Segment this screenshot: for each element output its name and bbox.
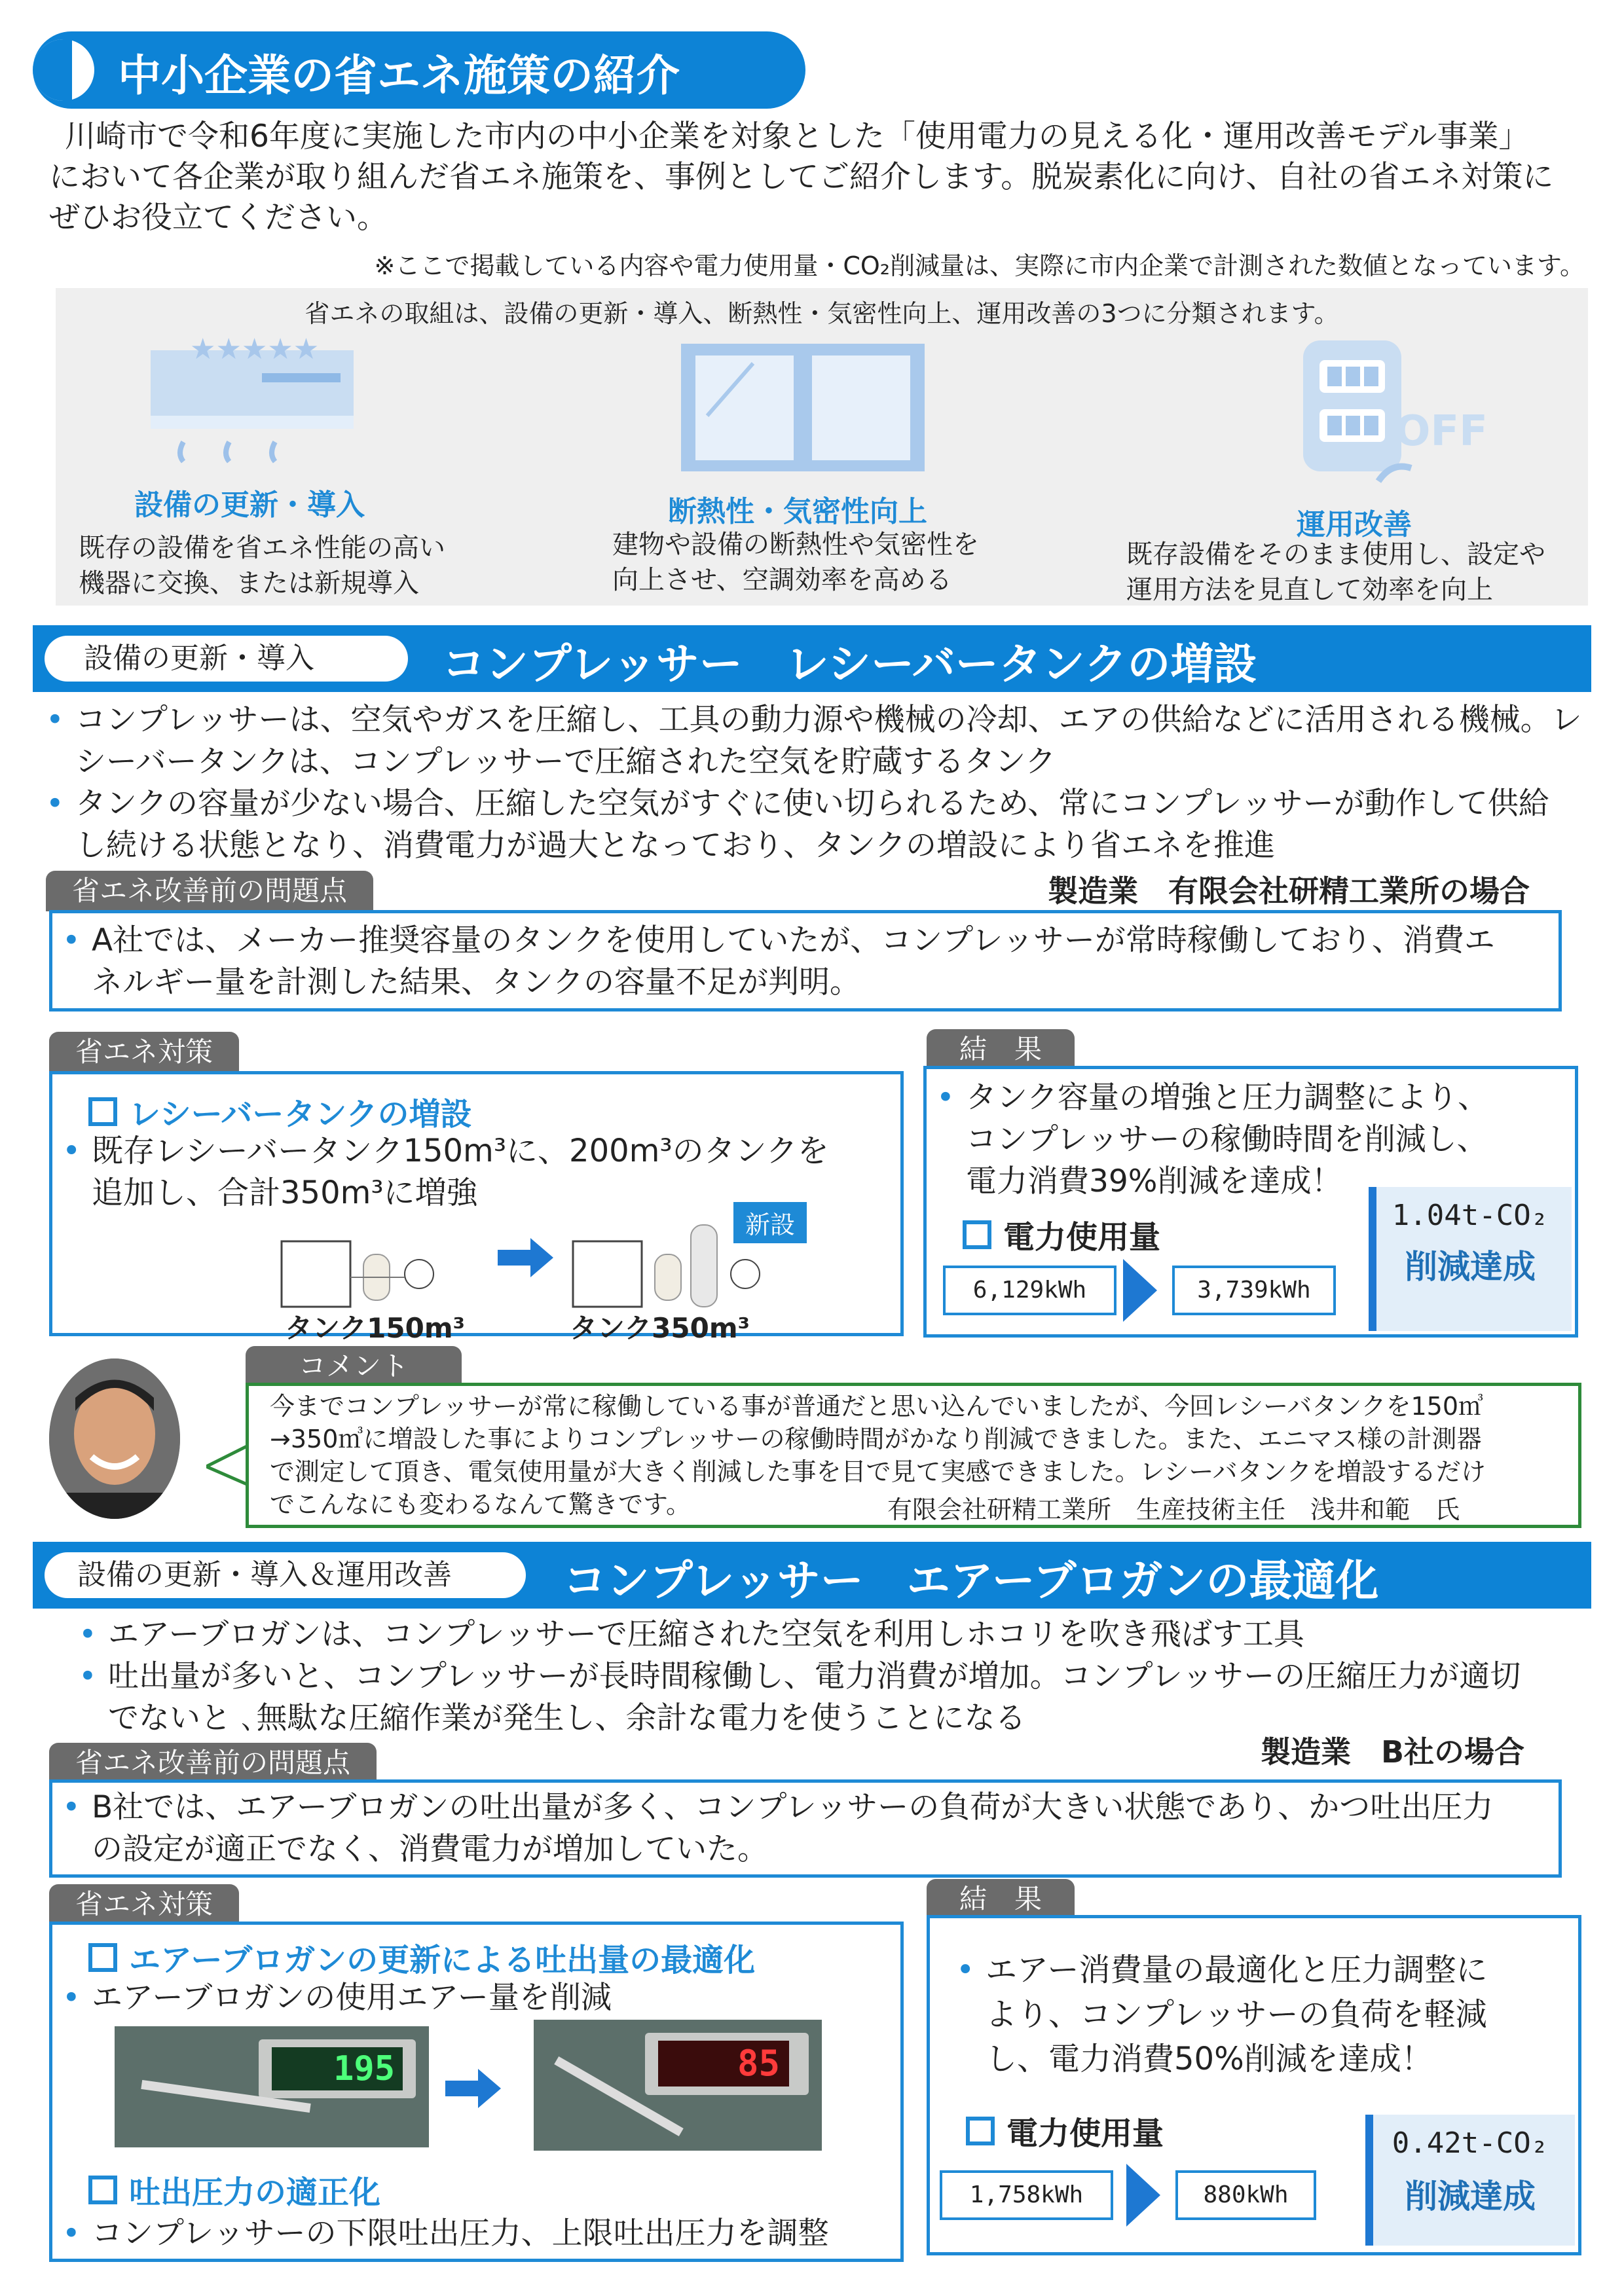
- bullet-item: [69, 1614, 1595, 1656]
- bullet-item: [52, 2213, 829, 2255]
- bullet-text: B社では、エアーブロガンの吐出量が多く、コンプレッサーの負荷が大きい状態であり、かつ吐出圧力: [92, 1789, 1494, 1825]
- air-conditioner-icon: [144, 327, 419, 465]
- arrow-right-icon: [445, 2069, 504, 2108]
- measure-box: [49, 1922, 904, 2262]
- comment-line: 今までコンプレッサーが常に稼働している事が普通だと思い込んでいましたが、今回レシーバタンクを150㎥: [270, 1392, 1484, 1421]
- measure-heading: レシーバータンクの増設: [88, 1089, 471, 1134]
- bullet-text: タンク容量の増強と圧力調整により、: [966, 1080, 1489, 1116]
- measure-box: [49, 1071, 904, 1344]
- category-desc-line: 機器に交換、または新規導入: [79, 568, 419, 598]
- category-lead: 省エネの取組は、設備の更新・導入、断熱性・気密性向上、運用改善の3つに分類されます。: [304, 299, 1339, 328]
- bullet-text: 電力消費39%削減を達成！: [966, 1163, 1342, 1199]
- case1-section-header: [33, 625, 1591, 692]
- bullet-text: コンプレッサーの下限吐出圧力、上限吐出圧力を調整: [92, 2215, 829, 2251]
- comment-line: →350㎥に増設した事によりコンプレッサーの稼働時間がかなり削減できました。また、エニマス様の計測器: [270, 1425, 1482, 1453]
- category-desc: [1126, 537, 1545, 608]
- bullet-text: A社では、メーカー推奨容量のタンクを使用していたが、コンプレッサーが常時稼働しており、消費エ: [92, 922, 1495, 958]
- category-title: 設備の更新・導入: [134, 488, 365, 522]
- window-icon: [681, 344, 943, 475]
- category-panel: [56, 288, 1588, 606]
- svg-text:★★★★★: ★★★★★: [190, 333, 320, 366]
- bullet-text: エアーブロガンの使用エアー量を削減: [92, 1980, 612, 2016]
- bullet-text: 既存レシーバータンク150m³に、200m³のタンクを: [92, 1133, 829, 1169]
- bullet-text: ネルギー量を計測した結果、タンクの容量不足が判明。: [92, 964, 861, 1000]
- bullet-text: エアー消費量の最適化と圧力調整に: [986, 1952, 1488, 1988]
- kwh-before: 1,758kWh: [940, 2170, 1113, 2220]
- result-tab: 結 果: [927, 1029, 1075, 1070]
- result-box: [927, 1915, 1581, 2255]
- result-box: [923, 1066, 1578, 1338]
- intro-line: において各企業が取り組んだ省エネ施策を、事例としてご紹介します。脱炭素化に向け、自社の省エネ対策に: [49, 159, 1554, 195]
- kwh-before: 6,129kWh: [943, 1266, 1116, 1315]
- co2-label: 削減達成: [1405, 1248, 1536, 1286]
- bullet-text: し、電力消費50%削減を達成！: [986, 2041, 1433, 2077]
- case2-title: コンプレッサー エアーブロガンの最適化: [563, 1556, 1379, 1606]
- bullet-item: [946, 1948, 1488, 2081]
- bullet-item: [927, 1077, 1488, 1203]
- co2-value: 1.04t-CO₂: [1392, 1199, 1549, 1232]
- co2-reduction-flag: [1369, 1187, 1572, 1331]
- power-heading: 電力使用量: [963, 1212, 1160, 1257]
- title-dot-mask: [33, 39, 72, 101]
- kwh-after: 3,739kWh: [1172, 1266, 1336, 1315]
- case1-title: コンプレッサー レシーバータンクの増設: [442, 639, 1257, 689]
- tank-before-label: タンク150m³: [285, 1312, 465, 1344]
- meter-reading-after: 85: [658, 2041, 789, 2086]
- arrow-right-icon: [498, 1238, 557, 1277]
- bullet-text: コンプレッサーの稼働時間を削減し、: [966, 1121, 1488, 1157]
- air-gun-photo-before: [115, 2026, 429, 2147]
- person-portrait-icon: [49, 1358, 180, 1519]
- category-desc-line: 既存の設備を省エネ性能の高い: [79, 533, 445, 563]
- bullet-item: [52, 1787, 1559, 1870]
- result-tab: 結 果: [927, 1879, 1075, 1920]
- intro-line: 川崎市で令和6年度に実施した市内の中小企業を対象とした「使用電力の見える化・運用改善モデル事業」: [65, 118, 1530, 155]
- case2-section-header: [33, 1542, 1591, 1609]
- bullet-item: [52, 1977, 612, 2019]
- bullet-item: [52, 920, 1559, 1004]
- case2-category-tag: 設備の更新・導入＆運用改善: [45, 1552, 526, 1598]
- case1-category-tag: 設備の更新・導入: [45, 636, 408, 682]
- triangle-arrow-icon: [1126, 2164, 1162, 2227]
- measure-tab: 省エネ対策: [49, 1032, 239, 1072]
- case2-bullets: [69, 1614, 1595, 1740]
- employee-photo: [49, 1358, 180, 1519]
- co2-label: 削減達成: [1405, 2178, 1536, 2215]
- category-desc: [612, 527, 979, 598]
- bullet-item: [36, 699, 1601, 783]
- bullet-text: の設定が適正でなく、消費電力が増加していた。: [92, 1831, 769, 1867]
- problem-box: [49, 1779, 1562, 1878]
- comment-signature: 有限会社研精工業所 生産技術主任 浅井和範 氏: [887, 1495, 1460, 1524]
- air-gun-photo-after: [534, 2020, 822, 2151]
- intro-line: ぜひお役立てください。: [49, 200, 388, 236]
- category-title: 断熱性・気密性向上: [668, 495, 927, 528]
- measure-heading: 吐出圧力の適正化: [88, 2167, 380, 2212]
- comment-line: でこんなにも変わるなんて驚きです。: [270, 1490, 691, 1519]
- bullet-text: 吐出量が多いと、コンプレッサーが長時間稼働し、電力消費が増加。コンプレッサーの圧縮圧力が適切: [108, 1658, 1521, 1694]
- bullet-text: でないと ､無駄な圧縮作業が発生し、余計な電力を使うことになる: [108, 1700, 1026, 1736]
- category-desc-line: 運用方法を見直して効率を向上: [1126, 575, 1493, 605]
- category-desc-line: 向上させ、空調効率を高める: [612, 565, 952, 595]
- measure-heading: エアーブロガンの更新による吐出量の最適化: [88, 1935, 755, 1980]
- co2-reduction-flag: [1365, 2115, 1575, 2246]
- compressor-tank-before-illustration: [278, 1235, 449, 1313]
- intro-text: [49, 117, 1595, 238]
- company-name: 製造業 有限会社研精工業所の場合: [1048, 873, 1530, 909]
- data-note: ※ここで掲載している内容や電力使用量・CO₂削減量は、実際に市内企業で計測された数値となっています。: [374, 251, 1585, 280]
- category-desc-line: 既存設備をそのまま使用し、設定や: [1126, 539, 1545, 570]
- problem-tab: 省エネ改善前の問題点: [46, 871, 373, 911]
- category-title: 運用改善: [1297, 508, 1412, 541]
- bullet-text: シーバータンクは、コンプレッサーで圧縮された空気を貯蔵するタンク: [75, 744, 1056, 780]
- triangle-arrow-icon: [1123, 1259, 1159, 1322]
- comment-tab: コメント: [246, 1346, 462, 1387]
- category-desc-line: 建物や設備の断熱性や気密性を: [612, 530, 979, 560]
- problem-box: [49, 910, 1562, 1011]
- meter-reading-before: 195: [272, 2047, 403, 2090]
- switch-off-icon: [1300, 337, 1536, 488]
- case1-bullets: [36, 699, 1601, 867]
- bullet-text: コンプレッサーは、空気やガスを圧縮し、工具の動力源や機械の冷却、エアの供給などに活用される機械。レ: [75, 702, 1582, 738]
- comment-line: で測定して頂き、電気使用量が大きく削減した事を目で見て実感できました。レシーバタンクを増設するだけ: [270, 1457, 1486, 1486]
- bullet-text: より、コンプレッサーの負荷を軽減: [986, 1996, 1487, 2033]
- tank-after-label: タンク350m³: [570, 1312, 750, 1344]
- new-badge: 新設: [733, 1202, 807, 1243]
- bullet-text: エアーブロガンは、コンプレッサーで圧縮された空気を利用しホコリを吹き飛ばす工具: [108, 1616, 1304, 1652]
- page-title: 中小企業の省エネ施策の紹介: [118, 50, 680, 101]
- measure-tab: 省エネ対策: [49, 1884, 239, 1925]
- title-banner: [33, 31, 805, 109]
- comment-box: [246, 1383, 1581, 1528]
- off-label: OFF: [1395, 407, 1488, 456]
- bullet-text: 追加し、合計350m³に増強: [92, 1175, 478, 1211]
- problem-tab: 省エネ改善前の問題点: [49, 1743, 377, 1783]
- kwh-after: 880kWh: [1175, 2170, 1316, 2220]
- bullet-text: し続ける状態となり、消費電力が過大となっており、タンクの増設により省エネを推進: [75, 828, 1276, 864]
- co2-value: 0.42t-CO₂: [1392, 2126, 1549, 2160]
- bullet-item: [52, 1130, 829, 1214]
- category-desc: [79, 530, 445, 601]
- bullet-item: [69, 1656, 1595, 1740]
- company-name: 製造業 B社の場合: [1261, 1734, 1525, 1770]
- bullet-item: [36, 783, 1601, 867]
- power-heading: 電力使用量: [966, 2108, 1164, 2153]
- bullet-text: タンクの容量が少ない場合、圧縮した空気がすぐに使い切られるため、常にコンプレッサーが動作して供給: [75, 786, 1549, 822]
